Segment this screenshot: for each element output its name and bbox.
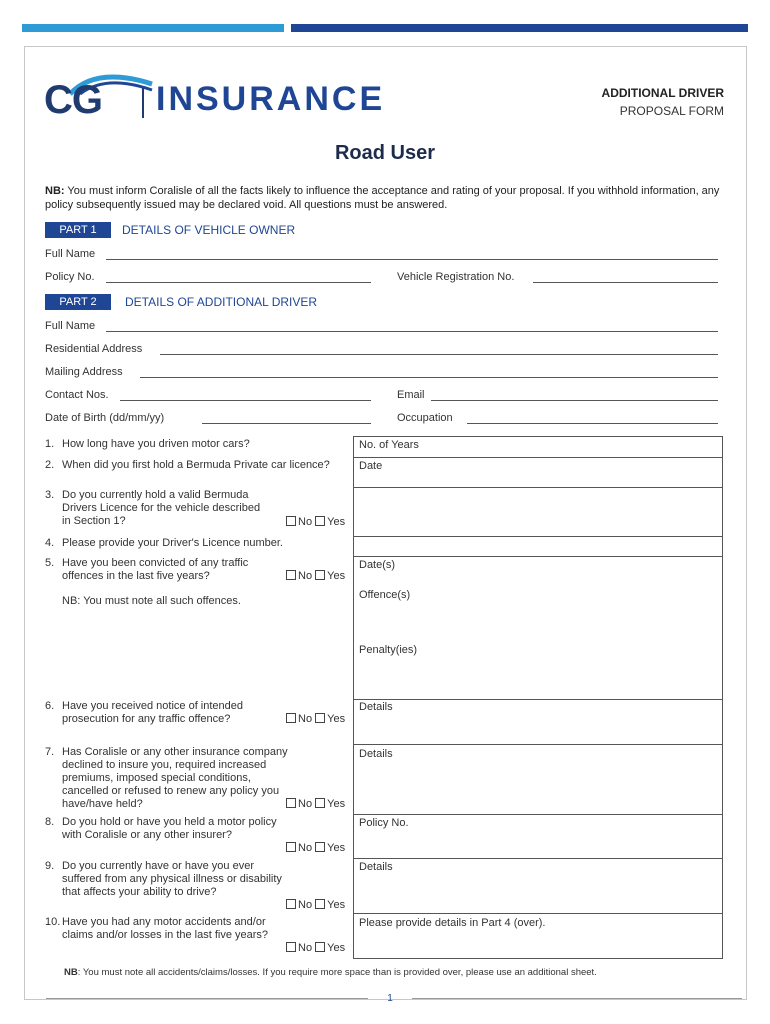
answer-date-cell[interactable]	[353, 457, 723, 488]
answer-offences-cell[interactable]	[353, 556, 723, 700]
part1-vehicle-reg-field[interactable]	[533, 282, 718, 283]
answer-dates-label: Date(s)	[359, 559, 396, 571]
part2-full-name-label: Full Name	[45, 320, 96, 332]
answer-years-label: No. of Years	[359, 439, 419, 451]
q10-no-checkbox[interactable]	[286, 942, 296, 952]
q5-no-checkbox[interactable]	[286, 570, 296, 580]
q7-yes-checkbox[interactable]	[315, 798, 325, 808]
q3-yes-checkbox[interactable]	[315, 516, 325, 526]
occupation-label: Occupation	[397, 412, 453, 424]
q6-yes-no[interactable]: No Yes	[286, 713, 345, 725]
form-type-line-1: ADDITIONAL DRIVER	[601, 86, 724, 100]
answer-q9-cell[interactable]	[353, 858, 723, 914]
residential-address-label: Residential Address	[45, 343, 143, 355]
q6-no-checkbox[interactable]	[286, 713, 296, 723]
q5-yes-no[interactable]: No Yes	[286, 570, 345, 582]
answer-penalties-label: Penalty(ies)	[359, 644, 418, 656]
part1-policy-no-label: Policy No.	[45, 271, 95, 283]
answer-q7-details-label: Details	[359, 748, 393, 760]
q5-note: NB: You must note all such offences.	[62, 595, 241, 607]
email-field[interactable]	[431, 400, 718, 401]
q9-yes-checkbox[interactable]	[315, 899, 325, 909]
q10-yes-checkbox[interactable]	[315, 942, 325, 952]
page-rule-left	[46, 998, 368, 999]
part2-title: DETAILS OF ADDITIONAL DRIVER	[125, 295, 318, 309]
occupation-field[interactable]	[467, 423, 718, 424]
q9-yes-no[interactable]: No Yes	[286, 899, 345, 911]
part1-vehicle-reg-label: Vehicle Registration No.	[397, 271, 515, 283]
part1-title: DETAILS OF VEHICLE OWNER	[122, 223, 296, 237]
answer-offences-label: Offence(s)	[359, 589, 411, 601]
answer-date-label: Date	[359, 460, 383, 472]
nb-notice: NB: You must inform Coralisle of all the facts likely to influence the acceptance and rating of your proposal. If you withhold information, any policy subsequently issued may be declared void. All questions must be answered.	[45, 185, 720, 211]
q8-no-checkbox[interactable]	[286, 842, 296, 852]
q8-yes-no[interactable]: No Yes	[286, 842, 345, 854]
answer-part4-label: Please provide details in Part 4 (over).	[359, 917, 546, 929]
logo-cg: CG	[44, 78, 102, 122]
answer-q9-details-label: Details	[359, 861, 393, 873]
q7-no-checkbox[interactable]	[286, 798, 296, 808]
residential-address-field[interactable]	[160, 354, 718, 355]
mailing-address-label: Mailing Address	[45, 366, 123, 378]
part2-badge: PART 2	[45, 294, 111, 310]
answer-q6-details-label: Details	[359, 701, 393, 713]
q3-yes-no[interactable]: No Yes	[286, 516, 345, 528]
q8-yes-checkbox[interactable]	[315, 842, 325, 852]
mailing-address-field[interactable]	[140, 377, 718, 378]
q10-yes-no[interactable]: No Yes	[286, 942, 345, 954]
q7-yes-no[interactable]: No Yes	[286, 798, 345, 810]
contact-nos-label: Contact Nos.	[45, 389, 109, 401]
page-title: Road User	[334, 142, 436, 164]
q5-yes-checkbox[interactable]	[315, 570, 325, 580]
q3-no-checkbox[interactable]	[286, 516, 296, 526]
footer-note: NB: You must note all accidents/claims/losses. If you require more space than is provided over, please use an additional sheet.	[64, 967, 597, 978]
page-rule-right	[412, 998, 742, 999]
part1-full-name-field[interactable]	[106, 259, 718, 260]
answer-policy-no-label: Policy No.	[359, 817, 409, 829]
part1-policy-no-field[interactable]	[106, 282, 371, 283]
answer-q3-cell[interactable]	[353, 487, 723, 537]
part1-full-name-label: Full Name	[45, 248, 96, 260]
answer-q7-cell[interactable]	[353, 744, 723, 815]
answer-licence-cell[interactable]	[353, 536, 723, 557]
part2-full-name-field[interactable]	[106, 331, 718, 332]
logo-divider	[142, 88, 144, 118]
q6-yes-checkbox[interactable]	[315, 713, 325, 723]
contact-nos-field[interactable]	[120, 400, 371, 401]
part1-badge: PART 1	[45, 222, 111, 238]
top-accent-bar-dark	[291, 24, 748, 32]
dob-label: Date of Birth (dd/mm/yy)	[45, 412, 165, 424]
top-accent-bar-light	[22, 24, 284, 32]
form-type-line-2: PROPOSAL FORM	[619, 104, 724, 118]
dob-field[interactable]	[202, 423, 371, 424]
q9-no-checkbox[interactable]	[286, 899, 296, 909]
company-logo	[44, 66, 404, 126]
answer-q6-cell[interactable]	[353, 699, 723, 745]
page-number: 1	[387, 993, 393, 1004]
email-label: Email	[397, 389, 425, 401]
logo-insurance: INSURANCE	[156, 80, 386, 118]
